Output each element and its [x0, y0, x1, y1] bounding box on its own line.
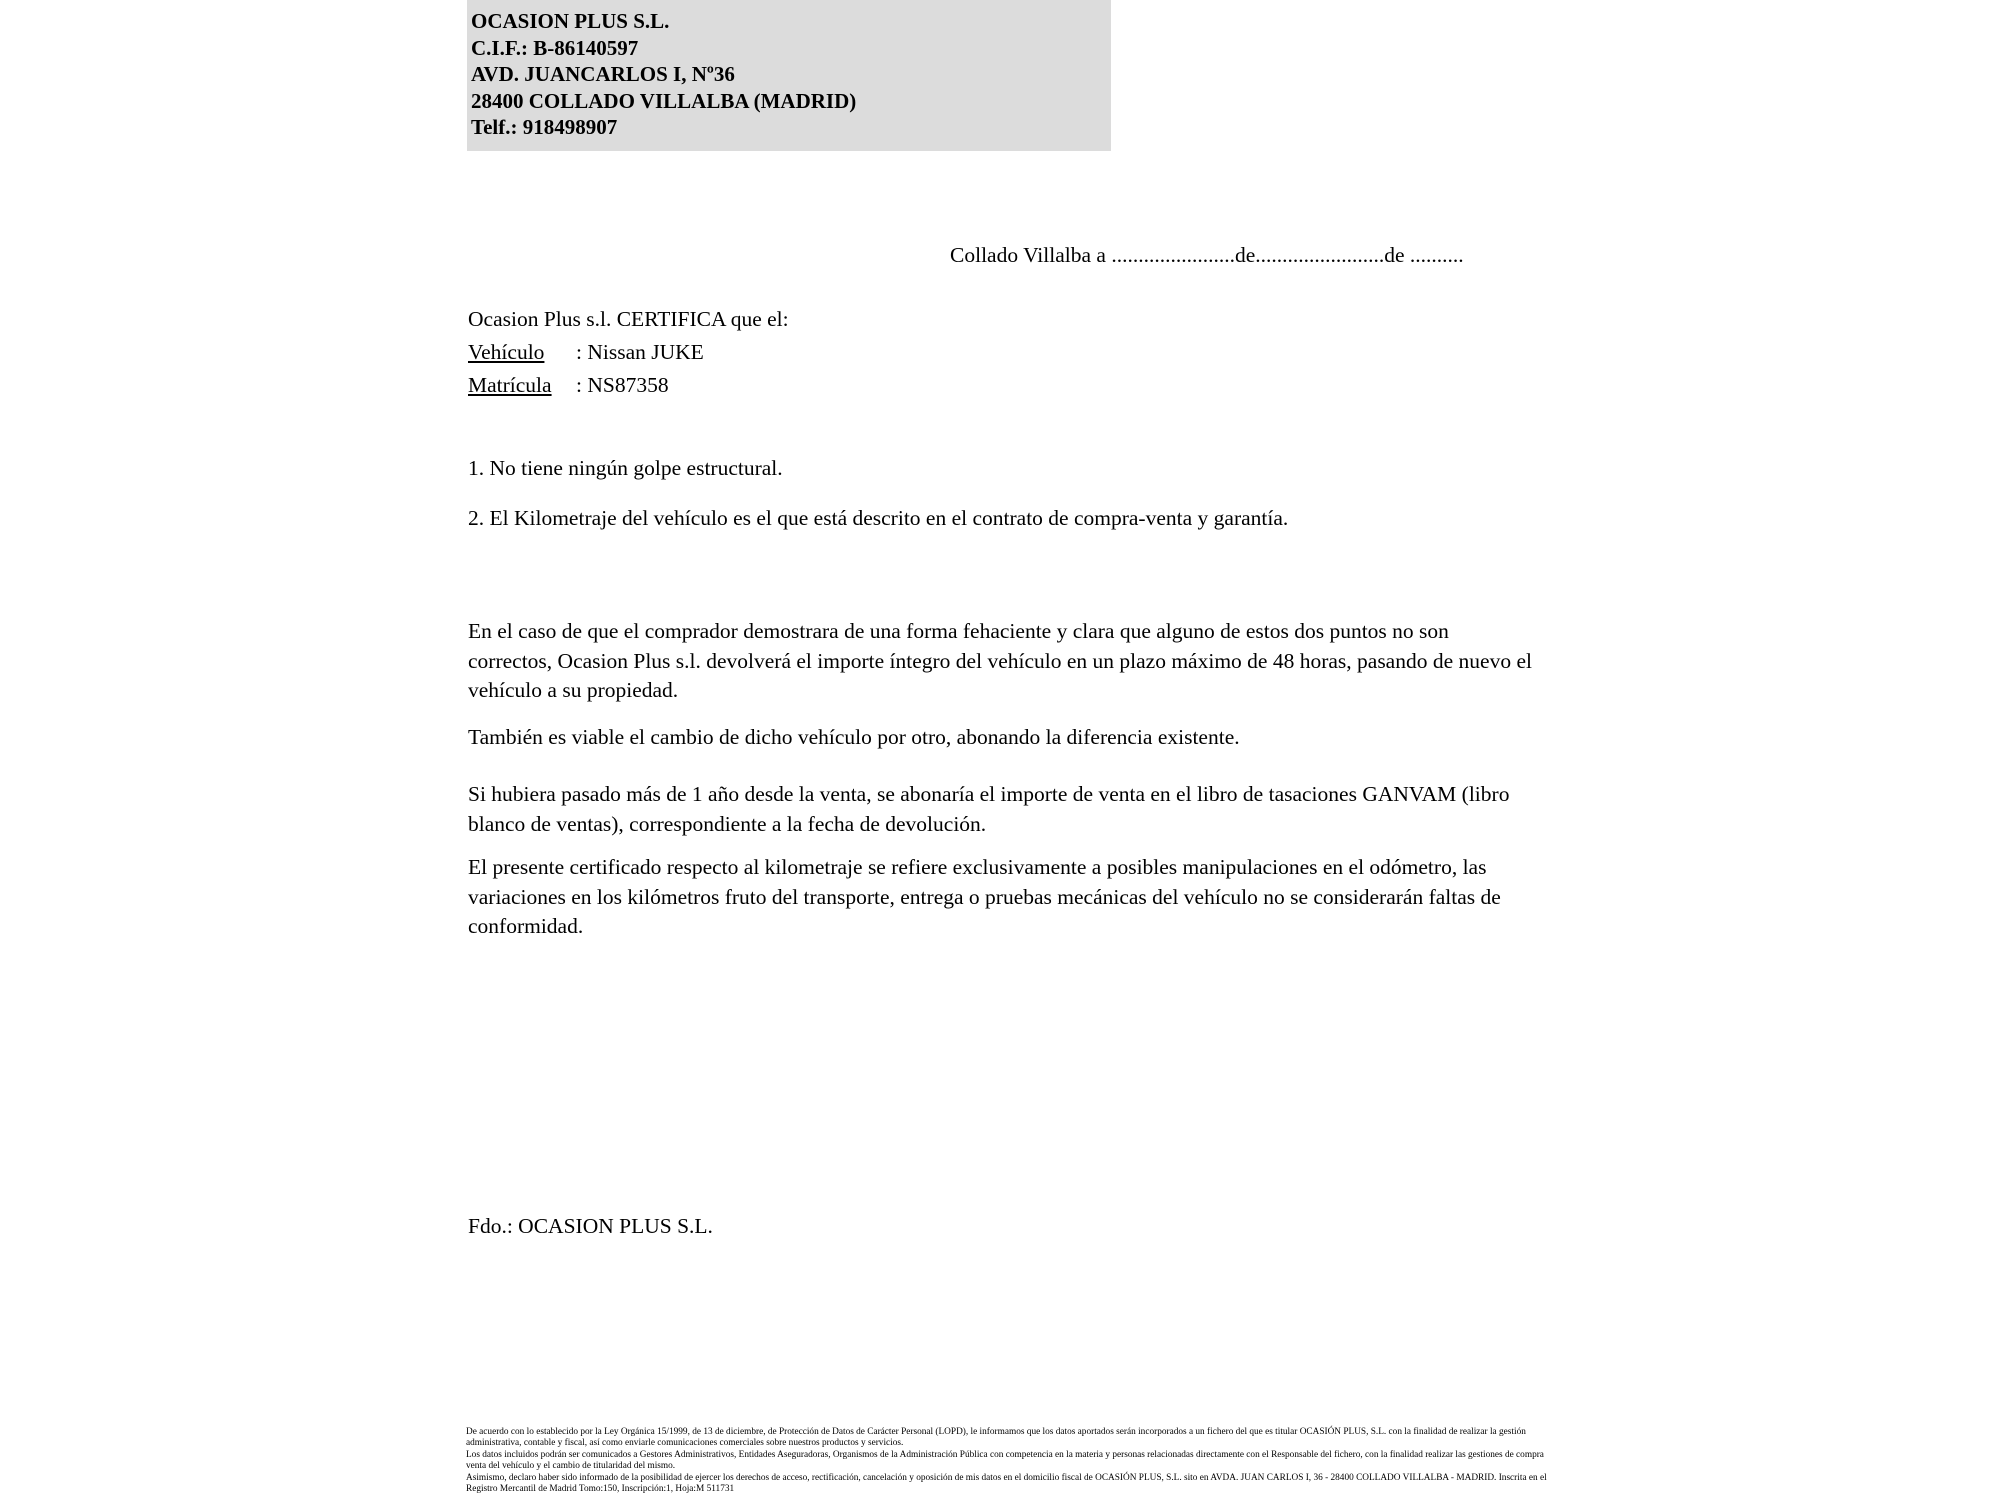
legal-footer-paragraph-1: De acuerdo con lo establecido por la Ley Orgánica 15/1999, de 13 de diciembre, de Protección de Datos de Carácter Personal (LOPD), le informamos que los datos aportados serán incorporados a un fichero del que es titular OCASIÓN PLUS, S.L. con la finalidad de realizar la gestión administrativa, contable y fiscal, así como enviarle comunicaciones comerciales sobre nuestros productos y servicios. [466, 1427, 1526, 1449]
body-paragraph-2: También es viable el cambio de dicho vehículo por otro, abonando la diferencia existente. [468, 725, 1240, 749]
legal-footer-paragraph-3: Asimismo, declaro haber sido informado de la posibilidad de ejercer los derechos de acceso, rectificación, cancelación y oposición de mis datos en el domicilio fiscal de OCASIÓN PLUS, S.L. sito en AVDA. JUAN CARLOS I, 36 - 28400 COLLADO VILLALBA - MADRID. Inscrita en el Registro Mercantil de Madrid Tomo:150, Inscripción:1, Hoja:M 511731 [466, 1472, 1547, 1495]
date-line: Collado Villalba a .......................de........................de .......... [950, 243, 1464, 267]
company-address: AVD. JUANCARLOS I, Nº36 [471, 62, 735, 86]
company-cif: C.I.F.: B-86140597 [471, 35, 639, 60]
legal-footer [466, 1427, 1556, 1495]
company-letterhead [467, 0, 1111, 151]
plate-label: Matrícula [468, 373, 552, 397]
company-name: OCASION PLUS S.L. [471, 9, 670, 33]
vehicle-row [468, 336, 789, 369]
vehicle-label: Vehículo [468, 340, 545, 364]
company-city: 28400 COLLADO VILLALBA (MADRID) [471, 88, 857, 113]
signature-line: Fdo.: OCASION PLUS S.L. [468, 1214, 713, 1238]
certified-point-1: 1. No tiene ningún golpe estructural. [468, 456, 783, 480]
body-paragraph-1: En el caso de que el comprador demostrara de una forma fehaciente y clara que alguno de estos dos puntos no son correctos, Ocasion Plus s.l. devolverá el importe íntegro del vehículo en un plazo máximo de 48 horas, pasando de nuevo el vehículo a su propiedad. [468, 619, 1532, 702]
plate-value: : NS87358 [576, 373, 669, 397]
body-paragraph-3: Si hubiera pasado más de 1 año desde la venta, se abonaría el importe de venta en el libro de tasaciones GANVAM (libro blanco de ventas), correspondiente a la fecha de devolución. [468, 782, 1510, 836]
company-phone: Telf.: 918498907 [471, 115, 618, 139]
certified-point-2: 2. El Kilometraje del vehículo es el que está descrito en el contrato de compra-venta y garantía. [468, 506, 1289, 530]
plate-row [468, 369, 789, 402]
certification-intro: Ocasion Plus s.l. CERTIFICA que el: [468, 307, 789, 331]
legal-footer-paragraph-2: Los datos incluidos podrán ser comunicados a Gestores Administrativos, Entidades Aseguradoras, Organismos de la Administración Pública con competencia en la materia y personas relacionadas directamente con el Responsable del fichero, con la finalidad realizar las gestiones de compra venta del vehículo y el cambio de titularidad del mismo. [466, 1449, 1544, 1472]
body-paragraph-4: El presente certificado respecto al kilometraje se refiere exclusivamente a posibles manipulaciones en el odómetro, las variaciones en los kilómetros fruto del transporte, entrega o pruebas mecánicas del vehículo no se considerarán faltas de conformidad. [468, 855, 1501, 938]
certification-block [468, 303, 789, 402]
vehicle-value: : Nissan JUKE [576, 340, 704, 364]
